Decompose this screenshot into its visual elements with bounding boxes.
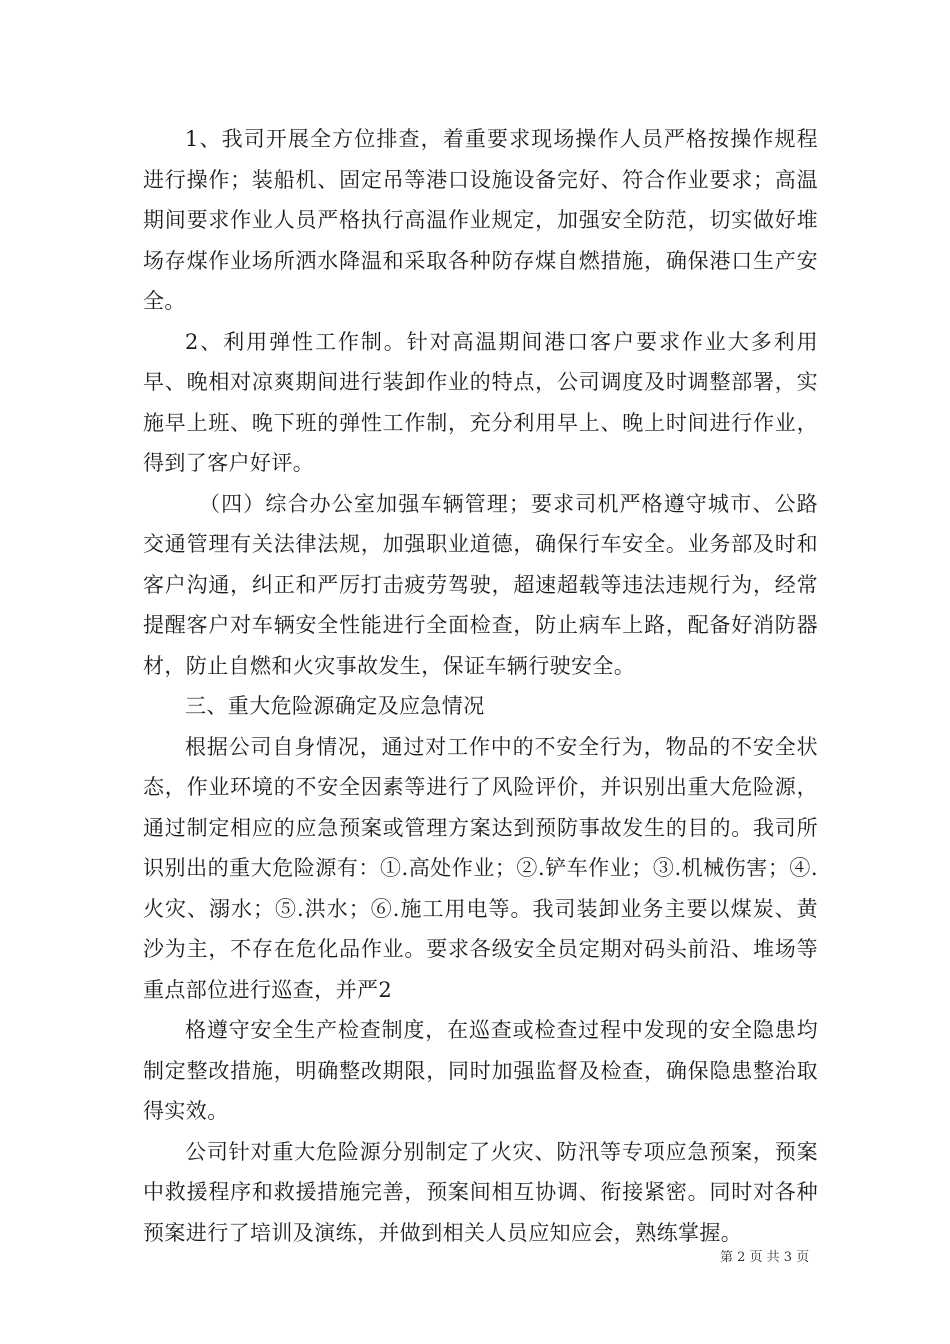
page-number-label: 第 2 页 共 3 页	[720, 1250, 810, 1265]
paragraph-3: （四）综合办公室加强车辆管理；要求司机严格遵守城市、公路交通管理有关法律法规，加强职业道德，确保行车安全。业务部及时和客户沟通，纠正和严厉打击疲劳驾驶，超速超载等违法违规行为，经常提醒客户对车辆安全性能进行全面检查，防止病车上路，配备好消防器材，防止自燃和火灾事故发生，保证车辆行驶安全。	[143, 491, 818, 678]
paragraph-6: 公司针对重大危险源分别制定了火灾、防汛等专项应急预案，预案中救援程序和救援措施完善，预案间相互协调、衔接紧密。同时对各种预案进行了培训及演练，并做到相关人员应知应会，熟练掌握。	[143, 1139, 818, 1245]
paragraph-4: 根据公司自身情况，通过对工作中的不安全行为，物品的不安全状态，作业环境的不安全因素等进行了风险评价，并识别出重大危险源，通过制定相应的应急预案或管理方案达到预防事故发生的目的。我司所识别出的重大危险源有：①.高处作业；②.铲车作业；③.机械伤害；④.火灾、溺水；⑤.洪水；⑥.施工用电等。我司装卸业务主要以煤炭、黄沙为主，不存在危化品作业。要求各级安全员定期对码头前沿、堆场等重点部位进行巡查，并严2	[143, 734, 818, 1002]
section-heading: 三、重大危险源确定及应急情况	[185, 694, 485, 718]
paragraph-1: 1、我司开展全方位排查，着重要求现场操作人员严格按操作规程进行操作；装船机、固定吊等港口设施设备完好、符合作业要求；高温期间要求作业人员严格执行高温作业规定，加强安全防范，切实做好堆场存煤作业场所洒水降温和采取各种防存煤自燃措施，确保港口生产安全。	[143, 127, 818, 313]
page-number-footer	[720, 1246, 809, 1265]
paragraph-5: 格遵守安全生产检查制度，在巡查或检查过程中发现的安全隐患均制定整改措施，明确整改期限，同时加强监督及检查，确保隐患整治取得实效。	[143, 1018, 818, 1123]
document-body	[143, 119, 818, 1253]
paragraph-2: 2、利用弹性工作制。针对高温期间港口客户要求作业大多利用早、晚相对凉爽期间进行装卸作业的特点，公司调度及时调整部署，实施早上班、晚下班的弹性工作制，充分利用早上、晚上时间进行作业，得到了客户好评。	[143, 329, 818, 475]
